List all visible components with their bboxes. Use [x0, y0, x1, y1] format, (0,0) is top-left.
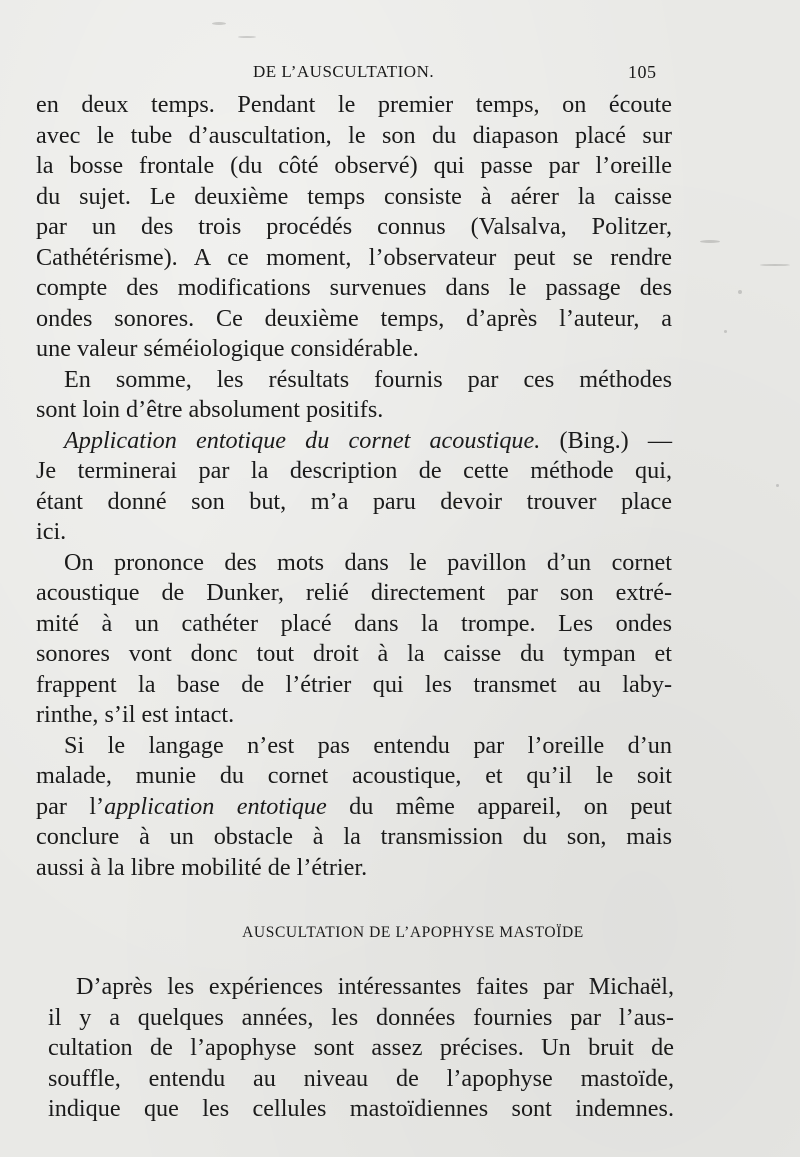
text-line: indique que les cellules mastoïdiennes sont indemnes.	[48, 1095, 674, 1122]
print-speck	[776, 484, 779, 487]
print-speck	[724, 330, 727, 333]
text-line: souffle, entendu au niveau de l’apophyse mastoïde,	[48, 1064, 674, 1092]
print-speck	[760, 264, 790, 266]
section-heading-text: AUSCULTATION DE L’APOPHYSE MASTOÏDE	[242, 924, 584, 941]
text-line: cultation de l’apophyse sont assez précises. Un bruit de	[48, 1034, 674, 1061]
text-line: frappent la base de l’étrier qui les transmet au laby-	[36, 670, 672, 698]
text-line: On prononce des mots dans le pavillon d’un cornet	[64, 548, 672, 576]
text-line: avec le tube d’auscultation, le son du diapason placé sur	[36, 121, 672, 149]
section-text	[48, 972, 674, 1125]
text-line: aussi à la libre mobilité de l’étrier.	[36, 853, 368, 881]
text-line-with-italic	[36, 792, 672, 823]
text-line: conclure à un obstacle à la transmission du son, mais	[36, 823, 672, 850]
text-fragment: par l’	[36, 792, 105, 820]
print-speck	[238, 36, 256, 38]
running-head	[0, 58, 800, 84]
text-line: malade, munie du cornet acoustique, et qu’il le soit	[36, 762, 672, 789]
text-line: acoustique de Dunker, relié directement par son extré-	[36, 579, 672, 606]
body-text	[36, 90, 672, 883]
text-line: du sujet. Le deuxième temps consiste à aérer la caisse	[36, 182, 672, 210]
text-line: ondes sonores. Ce deuxième temps, d’après l’auteur, a	[36, 304, 672, 332]
print-speck	[700, 240, 720, 243]
text-line: D’après les expériences intéressantes faites par Michaël,	[76, 973, 674, 1000]
text-line: mité à un cathéter placé dans la trompe. Les ondes	[36, 609, 672, 637]
text-line: ici.	[36, 518, 67, 545]
text-line: En somme, les résultats fournis par ces méthodes	[64, 365, 672, 393]
bing-title-rest: (Bing.) —	[559, 426, 673, 454]
text-line: compte des modifications survenues dans le passage des	[36, 274, 672, 301]
text-line: Je terminerai par la description de cette méthode qui,	[36, 457, 672, 484]
text-line: il y a quelques années, les données fournies par l’aus-	[48, 1003, 674, 1031]
bing-title-italic: Application entotique du cornet acoustique.	[64, 426, 541, 454]
print-speck	[212, 22, 226, 25]
bing-title-line	[36, 426, 672, 457]
page-number: 105	[628, 62, 657, 82]
text-line: rinthe, s’il est intact.	[36, 701, 235, 728]
section-heading	[0, 924, 800, 942]
text-line: sonores vont donc tout droit à la caisse du tympan et	[36, 640, 672, 667]
text-line: Si le langage n’est pas entendu par l’oreille d’un	[64, 731, 672, 759]
text-line: en deux temps. Pendant le premier temps, on écoute	[36, 91, 672, 118]
text-line: Cathétérisme). A ce moment, l’observateur peut se rendre	[36, 243, 672, 271]
text-line: une valeur séméiologique considérable.	[36, 335, 419, 362]
text-line: sont loin d’être absolument positifs.	[36, 396, 384, 423]
print-speck	[738, 290, 742, 294]
text-line: étant donné son but, m’a paru devoir trouver place	[36, 487, 672, 515]
text-line: la bosse frontale (du côté observé) qui passe par l’oreille	[36, 152, 672, 179]
italic-fragment: application entotique	[104, 792, 327, 820]
running-title: DE L’AUSCULTATION.	[253, 62, 435, 81]
text-line: par un des trois procédés connus (Valsalva, Politzer,	[36, 213, 672, 240]
text-fragment: du même appareil, on peut	[326, 792, 672, 820]
